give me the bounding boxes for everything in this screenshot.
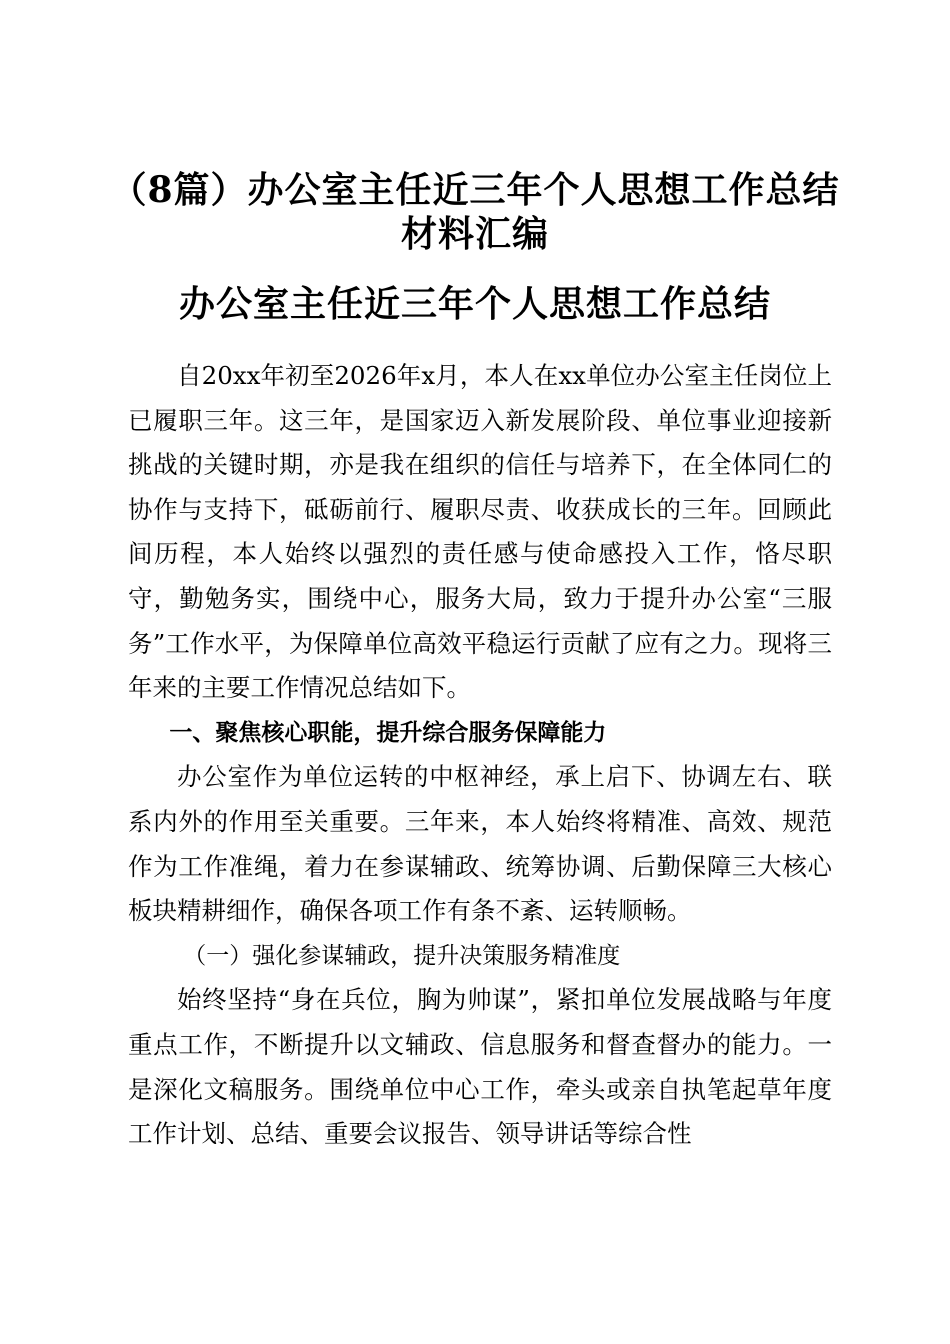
- heading-level-2: （一）强化参谋辅政，提升决策服务精准度: [183, 942, 621, 969]
- document-title: （8篇）办公室主任近三年个人思想工作总结材料汇编: [110, 169, 840, 255]
- paragraph-section-1: 办公室作为单位运转的中枢神经，承上启下、协调左右、联系内外的作用至关重要。三年来，本人始终将精准、高效、规范作为工作准绳，着力在参谋辅政、统筹协调、后勤保障三大核心板块精耕细作，确保各项工作有条不紊、运转顺畅。: [128, 762, 832, 926]
- document-body: [128, 354, 832, 1157]
- paragraph-intro: 自20xx年初至2026年x月，本人在xx单位办公室主任岗位上已履职三年。这三年，是国家迈入新发展阶段、单位事业迎接新挑战的关键时期，亦是我在组织的信任与培养下，在全体同仁的协作与支持下，砥砺前行、履职尽责、收获成长的三年。回顾此间历程，本人始终以强烈的责任感与使命感投入工作，恪尽职守，勤勉务实，围绕中心，服务大局，致力于提升办公室“三服务”工作水平，为保障单位高效平稳运行贡献了应有之力。现将三年来的主要工作情况总结如下。: [128, 361, 833, 703]
- section-title: 办公室主任近三年个人思想工作总结: [178, 283, 771, 325]
- paragraph-subsection-1: 始终坚持“身在兵位，胸为帅谋”，紧扣单位发展战略与年度重点工作，不断提升以文辅政、信息服务和督查督办的能力。一是深化文稿服务。围绕单位中心工作，牵头或亲自执笔起草年度工作计划、总结、重要会议报告、领导讲话等综合性: [128, 985, 832, 1149]
- heading-level-1: 一、聚焦核心职能，提升综合服务保障能力: [169, 718, 607, 746]
